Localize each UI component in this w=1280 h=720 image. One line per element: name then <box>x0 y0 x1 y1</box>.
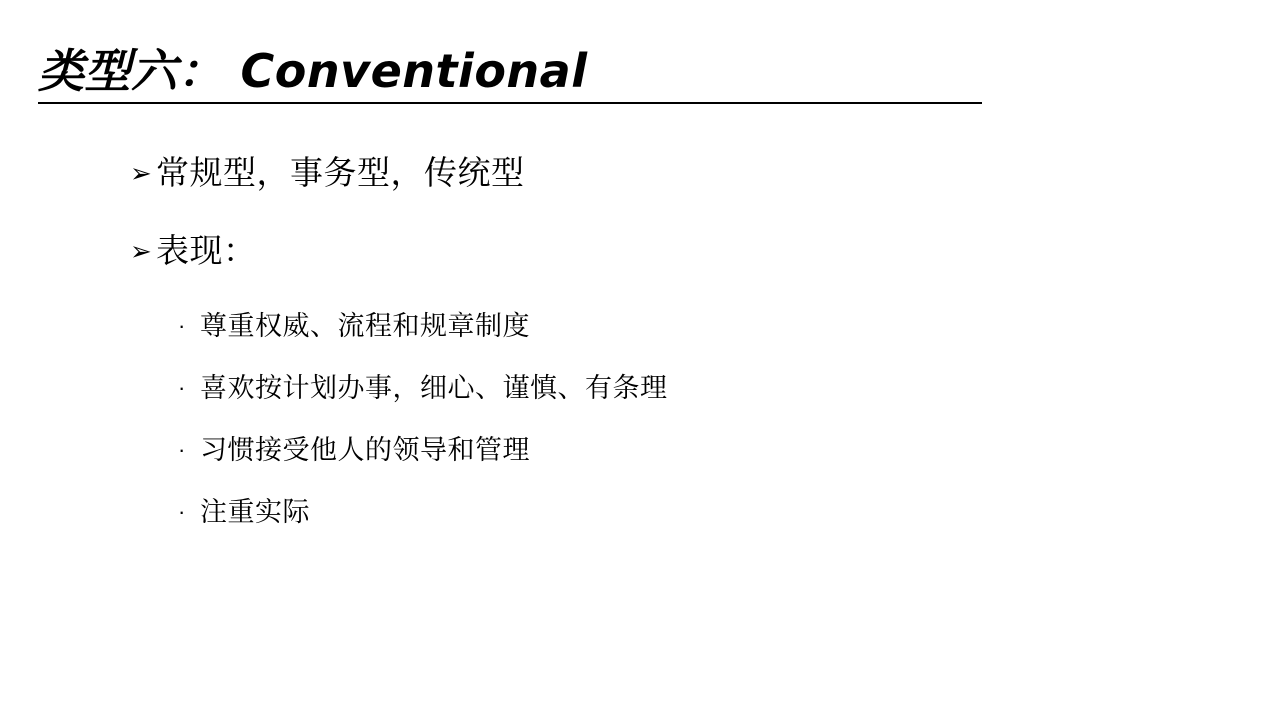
list-item <box>178 492 1180 532</box>
list-item <box>178 306 1180 346</box>
list-item-label: 习惯接受他人的领导和管理 <box>200 435 530 465</box>
arrow-bullet-icon: ➢ <box>130 158 152 188</box>
dot-bullet-icon: · <box>178 437 186 462</box>
title-divider <box>38 102 982 104</box>
dot-bullet-icon: · <box>178 499 186 524</box>
list-item-label: 表现： <box>156 232 257 269</box>
list-item <box>130 228 1180 274</box>
sub-list <box>130 306 1180 532</box>
page-title: 类型六： Conventional <box>38 44 588 98</box>
dot-bullet-icon: · <box>178 313 186 338</box>
list-item-label: 注重实际 <box>200 497 310 527</box>
dot-bullet-icon: · <box>178 375 186 400</box>
title-block <box>38 42 982 104</box>
list-item <box>130 150 1180 196</box>
arrow-bullet-icon: ➢ <box>130 236 152 266</box>
list-item-label: 常规型，事务型，传统型 <box>156 154 525 191</box>
body-content <box>130 150 1180 554</box>
list-item-label: 喜欢按计划办事，细心、谨慎、有条理 <box>200 373 668 403</box>
list-item <box>178 368 1180 408</box>
list-item-label: 尊重权威、流程和规章制度 <box>200 311 530 341</box>
list-item <box>178 430 1180 470</box>
